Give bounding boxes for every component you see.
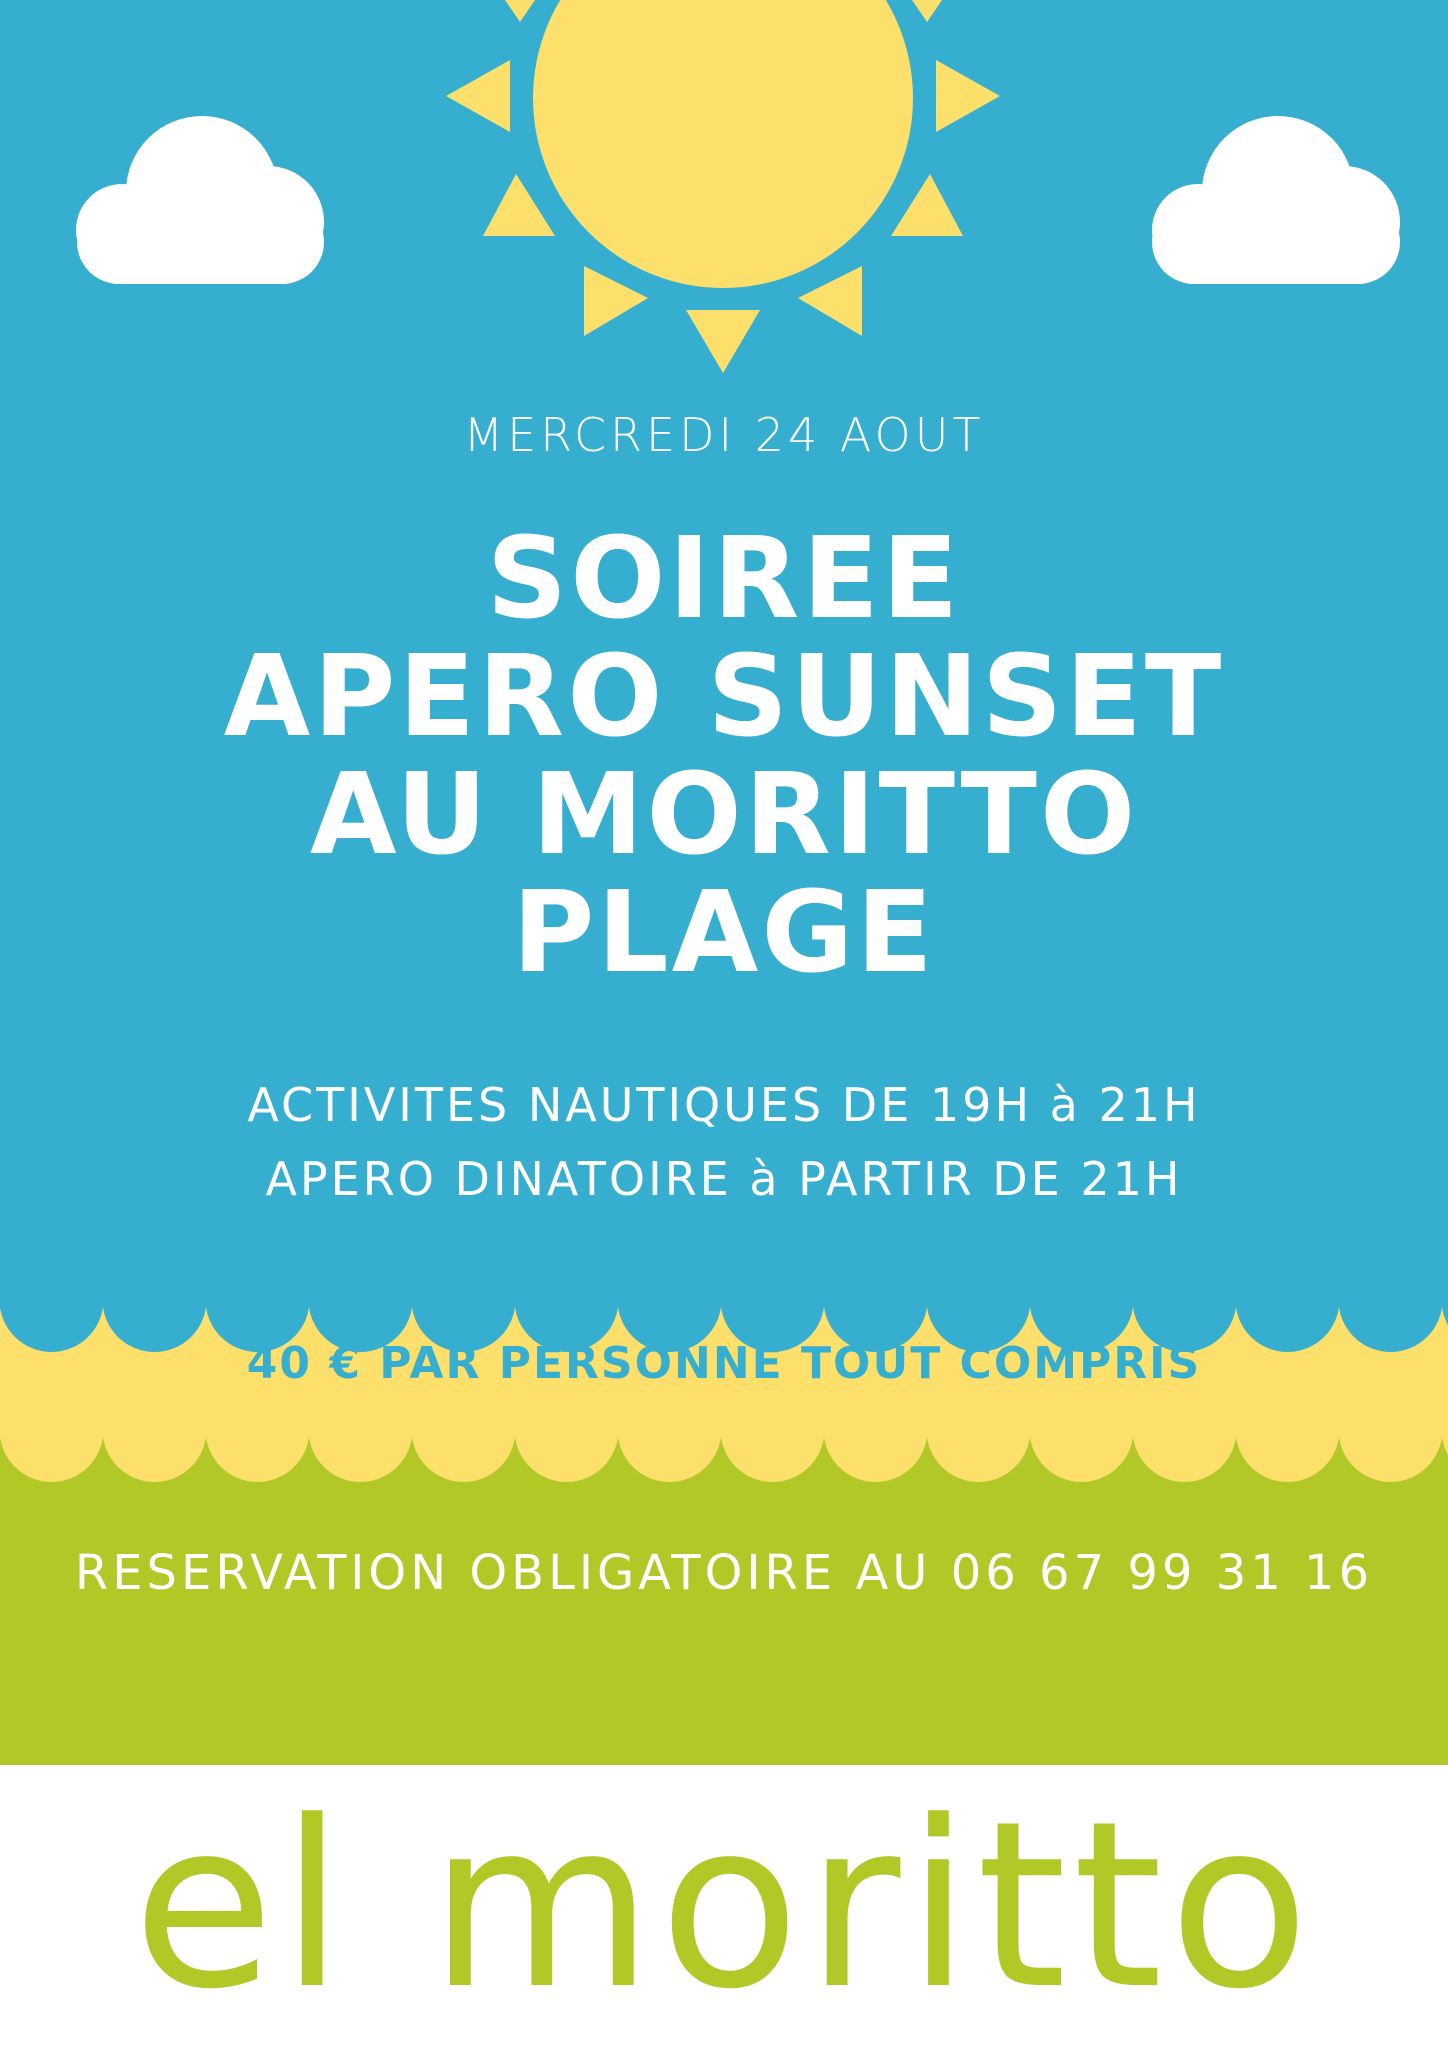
wave-scallop [309,1378,413,1482]
activity-line: APERO DINATOIRE à PARTIR DE 21H [265,1152,1183,1206]
headline-line: PLAGE [512,868,936,998]
wave-scallop [1030,1378,1134,1482]
wave-scallop [103,1378,207,1482]
wave-scallop [206,1248,310,1352]
wave-scallop [0,1248,104,1352]
wave-scallop [1133,1248,1237,1352]
wave-scallop [721,1248,825,1352]
headline-line: SOIREE [486,514,962,644]
wave-scallop [1442,1378,1448,1482]
wave-scallop [0,1378,104,1482]
wave-scallop [618,1378,722,1482]
reservation-info: RESERVATION OBLIGATOIRE AU 06 67 99 31 16 [74,1545,1374,1601]
wave-scallop [721,1378,825,1482]
wave-scallop [824,1248,928,1352]
wave-bottom [0,1378,1448,1482]
headline-line: AU MORITTO [309,750,1139,880]
wave-scallop [103,1248,207,1352]
sun-icon [446,0,1000,373]
wave-scallop [1236,1378,1340,1482]
wave-scallop [515,1378,619,1482]
wave-scallop [206,1378,310,1482]
wave-scallop [927,1248,1031,1352]
wave-scallop [1339,1378,1443,1482]
cloud-icon [76,116,324,284]
wave-scallop [309,1248,413,1352]
wave-scallop [515,1248,619,1352]
wave-scallop [824,1378,928,1482]
wave-scallop [927,1378,1031,1482]
wave-scallop [1339,1248,1443,1352]
wave-scallop [1442,1248,1448,1352]
event-price: 40 € PAR PERSONNE TOUT COMPRIS [246,1338,1202,1389]
wave-scallop [412,1248,516,1352]
cloud-icon [1152,116,1400,284]
wave-scallop [1133,1378,1237,1482]
event-date: MERCREDI 24 AOUT [463,408,985,462]
wave-scallop [618,1248,722,1352]
event-headline [0,514,1448,998]
wave-top [0,1248,1448,1352]
headline-line: APERO SUNSET [223,632,1225,762]
activity-line: ACTIVITES NAUTIQUES DE 19H à 21H [247,1078,1201,1132]
wave-scallop [1236,1248,1340,1352]
event-activities [0,1068,1448,1216]
wave-scallop [1030,1248,1134,1352]
brand-logo: el moritto [132,1773,1316,2040]
wave-scallop [412,1378,516,1482]
